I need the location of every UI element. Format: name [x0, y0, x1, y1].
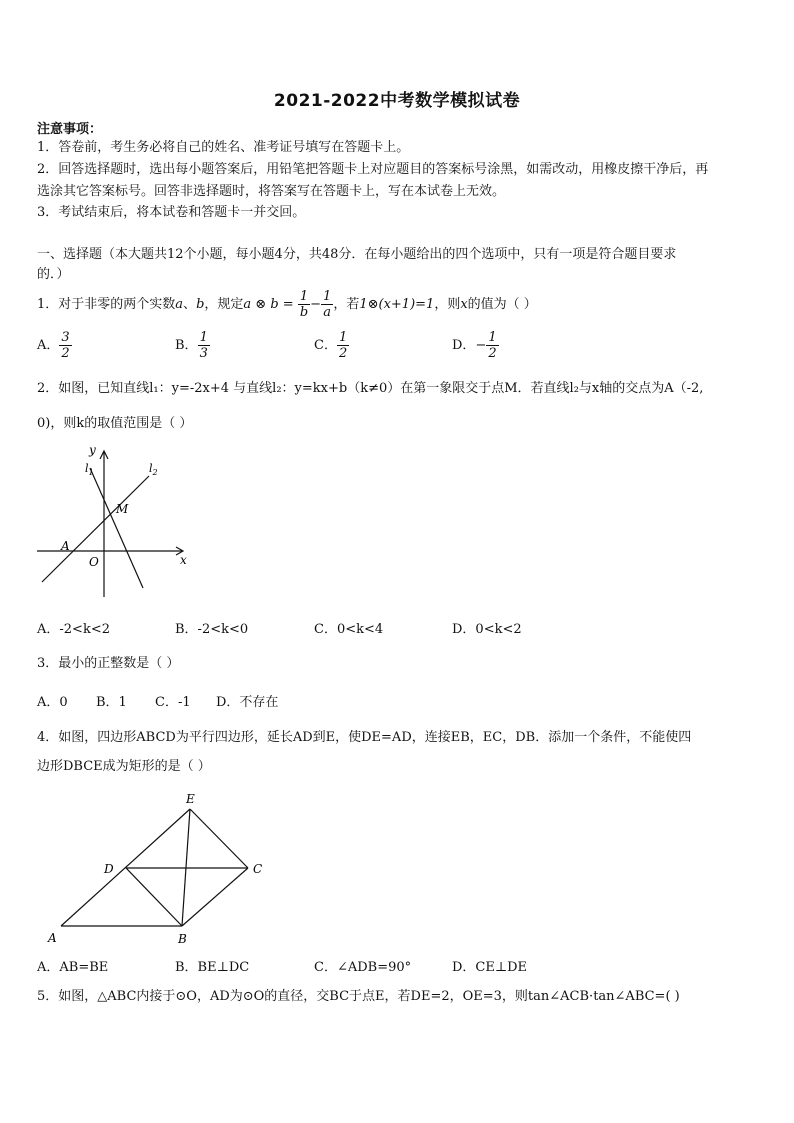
- segment-ec: [190, 809, 248, 868]
- x-label: x: [180, 553, 187, 567]
- q4-option-b[interactable]: B．BE⊥DC: [175, 960, 250, 975]
- notice-item: 2．回答选择题时，选出每小题答案后，用铅笔把答题卡上对应题目的答案标号涂黑，如需改动，用橡皮擦干净后，再: [37, 162, 709, 177]
- option-fraction: [486, 330, 498, 361]
- numerator: 1: [199, 330, 208, 345]
- q2-figure: [32, 442, 197, 602]
- q1-option-d[interactable]: [452, 330, 499, 361]
- question-4: 4．如图，四边形ABCD为平行四边形，延长AD到E，使DE=AD，连接EB，EC，DB．添加一个条件，不能使四: [37, 730, 692, 745]
- denominator: 2: [338, 346, 348, 361]
- l2-letter: l: [149, 462, 153, 475]
- point-b-label: B: [178, 932, 187, 946]
- l2-subscript: 2: [152, 468, 158, 477]
- notice-item: 1．答卷前，考生务必将自己的姓名、准考证号填写在答题卡上。: [37, 140, 410, 155]
- q3-option-a[interactable]: A．0: [37, 695, 68, 710]
- y-label: y: [89, 443, 96, 457]
- l1-letter: l: [85, 462, 89, 475]
- l1-subscript: 1: [88, 468, 94, 477]
- q1-text: ，若: [333, 297, 360, 312]
- point-a-label: A: [61, 539, 70, 553]
- option-label: D．: [452, 338, 476, 353]
- section-heading: 一、选择题（本大题共12个小题，每小题4分，共48分．在每小题给出的四个选项中，只有一项是符合题目要求: [37, 247, 677, 262]
- q4-option-a[interactable]: A．AB=BE: [37, 960, 109, 975]
- denominator: 2: [488, 346, 497, 361]
- q1-option-c[interactable]: [314, 330, 349, 361]
- segment-bc: [182, 868, 248, 926]
- numerator: 1: [338, 330, 348, 345]
- q1-definition: a ⊗ b =: [243, 297, 294, 312]
- q4-figure: [40, 788, 280, 950]
- var-a: a: [175, 297, 184, 312]
- denominator: 3: [199, 346, 208, 361]
- q2-option-b[interactable]: B．-2<k<0: [175, 622, 249, 637]
- q3-option-b[interactable]: B．1: [96, 695, 127, 710]
- section-heading-cont: 的．）: [37, 267, 70, 282]
- numerator: 1: [323, 289, 332, 304]
- option-label: B．: [175, 338, 198, 353]
- fraction-1-over-b: [298, 289, 310, 320]
- option-fraction: [337, 330, 349, 361]
- var-x: x: [460, 297, 468, 312]
- var-b: b: [196, 297, 205, 312]
- q1-text: ，则: [434, 297, 461, 312]
- question-4-cont: 边形DBCE成为矩形的是（ ）: [37, 759, 211, 774]
- line-l1: [90, 468, 143, 588]
- denominator: 2: [61, 346, 70, 361]
- page-title: 2021-2022中考数学模拟试卷: [273, 91, 521, 111]
- point-d-label: D: [104, 862, 114, 876]
- option-fraction: [198, 330, 210, 361]
- question-5: 5．如图，△ABC内接于⊙O，AD为⊙O的直径，交BC于点E，若DE=2，OE=3，则tan∠ACB·tan∠ABC=( ): [37, 989, 680, 1004]
- option-label: C．: [314, 338, 337, 353]
- q1-option-a[interactable]: [37, 330, 72, 361]
- q1-text: ，规定: [204, 297, 244, 312]
- option-label: A．: [37, 338, 60, 353]
- q1-text: 、: [183, 297, 197, 312]
- minus-sign: −: [310, 297, 322, 312]
- q2-option-c[interactable]: C．0<k<4: [314, 622, 384, 637]
- numerator: 3: [61, 330, 70, 345]
- q1-text: 1．对于非零的两个实数: [37, 297, 176, 312]
- numerator: 1: [488, 330, 497, 345]
- q1-option-b[interactable]: [175, 330, 210, 361]
- numerator: 1: [298, 289, 310, 305]
- q4-option-c[interactable]: C．∠ADB=90°: [314, 960, 412, 975]
- l2-label: [149, 462, 158, 477]
- q3-option-d[interactable]: D．不存在: [216, 695, 279, 710]
- point-e-label: E: [186, 792, 195, 806]
- q3-option-c[interactable]: C．-1: [155, 695, 191, 710]
- point-m-label: M: [116, 502, 129, 516]
- q1-text: 的值为（ ）: [467, 297, 537, 312]
- denominator: a: [323, 305, 332, 320]
- question-2-cont: 0)，则k的取值范围是（ ）: [37, 416, 193, 431]
- notice-heading: 注意事项：: [37, 122, 103, 137]
- question-2: 2．如图，已知直线l₁：y=-2x+4 与直线l₂：y=kx+b（k≠0）在第一象限交于点M．若直线l₂与x轴的交点为A（-2,: [37, 381, 704, 396]
- q2-option-d[interactable]: D．0<k<2: [452, 622, 522, 637]
- denominator: b: [299, 305, 309, 320]
- option-sign: −: [475, 338, 487, 353]
- q4-option-d[interactable]: D．CE⊥DE: [452, 960, 527, 975]
- q1-condition: 1⊗(x+1)=1: [359, 297, 435, 312]
- notice-item: 选涂其它答案标号。回答非选择题时，将答案写在答题卡上，写在本试卷上无效。: [37, 184, 506, 199]
- point-a-label: A: [48, 931, 57, 945]
- origin-label: O: [89, 555, 99, 569]
- segment-db: [126, 868, 182, 926]
- question-3: 3．最小的正整数是（ ）: [37, 656, 180, 671]
- q2-option-a[interactable]: A．-2<k<2: [37, 622, 110, 637]
- notice-item: 3．考试结束后，将本试卷和答题卡一并交回。: [37, 205, 306, 220]
- fraction-1-over-a: [321, 289, 333, 320]
- point-c-label: C: [253, 862, 263, 876]
- option-fraction: [59, 330, 71, 361]
- l1-label: [85, 462, 94, 477]
- question-1: [37, 288, 537, 322]
